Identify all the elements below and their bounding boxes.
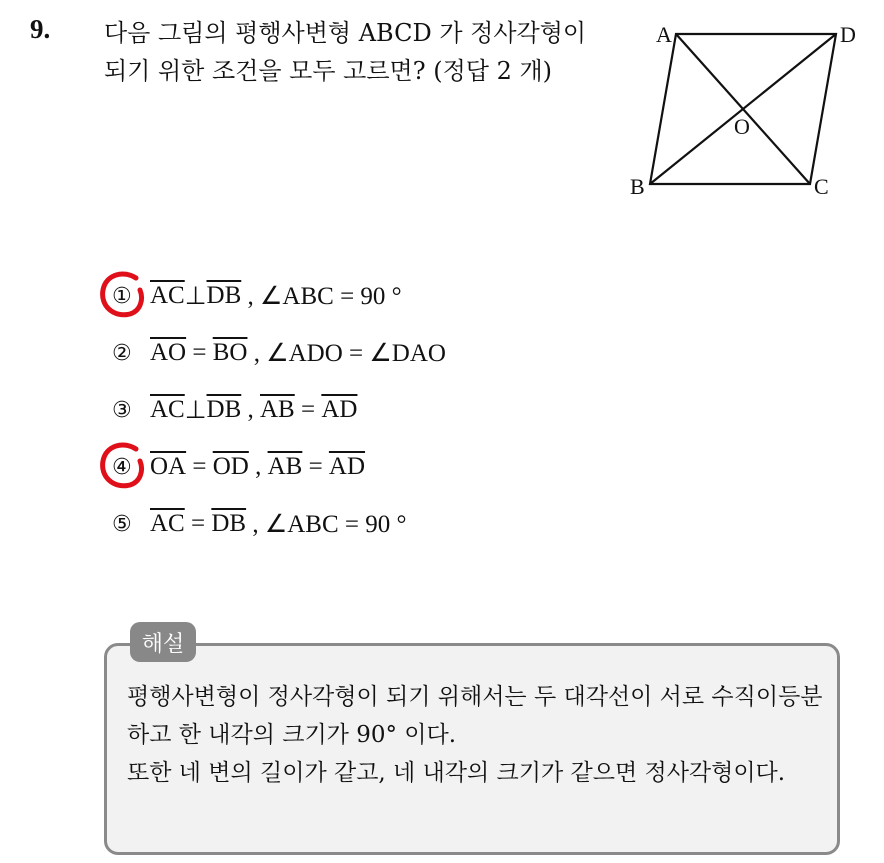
vertex-label-b: B bbox=[630, 174, 645, 199]
perpendicular-sign: ⊥ bbox=[184, 397, 207, 424]
segment-db: $\overline{DB}$ bbox=[206, 282, 242, 309]
explanation-line-1: 평행사변형이 정사각형이 되기 위해서는 두 대각선이 서로 수직이등분하고 한 내각의 크기가 90° 이다. bbox=[127, 684, 823, 748]
vertex-label-c: C bbox=[814, 174, 829, 199]
segment-ab: $\overline{AB}$ bbox=[267, 453, 303, 480]
segment-ab: $\overline{AB}$ bbox=[260, 396, 295, 423]
segment-db: $\overline{DB}$ bbox=[211, 510, 247, 537]
segment-db: $\overline{DB}$ bbox=[206, 396, 242, 423]
choice-1-number: ① bbox=[112, 283, 132, 309]
segment-od: $\overline{OD}$ bbox=[212, 453, 249, 480]
vertex-label-d: D bbox=[840, 22, 856, 47]
answer-mark-1 bbox=[98, 270, 148, 322]
question-text: 다음 그림의 평행사변형 ABCD 가 정사각형이 되기 위한 조건을 모두 고르면? (정답 2 개) bbox=[104, 19, 587, 85]
explanation-line-2: 또한 네 변의 길이가 같고, 네 내각의 크기가 같으면 정사각형이다. bbox=[127, 760, 786, 786]
equals-sign: = bbox=[186, 339, 213, 366]
segment-oa: $\overline{OA}$ bbox=[150, 453, 187, 480]
equals-sign: = bbox=[184, 510, 212, 537]
explanation-tag: 해설 bbox=[130, 622, 196, 662]
choice-3[interactable] bbox=[112, 390, 357, 430]
segment-ac: $\overline{AC}$ bbox=[150, 282, 185, 309]
choice-2-condition: , ∠ADO = ∠DAO bbox=[247, 340, 446, 367]
choice-4[interactable] bbox=[112, 447, 365, 487]
parallelogram-figure bbox=[620, 16, 870, 206]
equals-sign: = bbox=[294, 396, 322, 423]
segment-ao: $\overline{AO}$ bbox=[150, 339, 187, 366]
segment-ad: $\overline{AD}$ bbox=[321, 396, 358, 423]
segment-ac: $\overline{AC}$ bbox=[150, 396, 185, 423]
perpendicular-sign: ⊥ bbox=[184, 283, 207, 310]
question-number: 9. bbox=[30, 14, 51, 44]
equals-sign: = bbox=[186, 453, 213, 480]
choice-1[interactable] bbox=[112, 276, 402, 316]
choice-3-number: ③ bbox=[112, 397, 132, 423]
vertex-label-a: A bbox=[656, 22, 672, 47]
segment-bo: $\overline{BO}$ bbox=[212, 339, 248, 366]
explanation-box bbox=[104, 643, 840, 855]
segment-ac: $\overline{AC}$ bbox=[150, 510, 185, 537]
choice-2-number: ② bbox=[112, 340, 132, 366]
choice-4-number: ④ bbox=[112, 454, 132, 480]
choice-5[interactable] bbox=[112, 504, 407, 544]
answer-mark-4 bbox=[98, 441, 148, 493]
center-label-o: O bbox=[734, 114, 750, 139]
choice-5-condition: , ∠ABC = 90 ° bbox=[246, 511, 407, 538]
choice-2[interactable] bbox=[112, 333, 446, 373]
diagonal-bd bbox=[650, 34, 836, 184]
segment-ad: $\overline{AD}$ bbox=[328, 453, 366, 480]
choice-1-condition: , ∠ABC = 90 ° bbox=[241, 283, 402, 310]
separator: , bbox=[241, 396, 260, 423]
equals-sign: = bbox=[302, 453, 329, 480]
explanation-text bbox=[127, 678, 827, 792]
choice-5-number: ⑤ bbox=[112, 511, 132, 537]
separator: , bbox=[248, 453, 268, 480]
